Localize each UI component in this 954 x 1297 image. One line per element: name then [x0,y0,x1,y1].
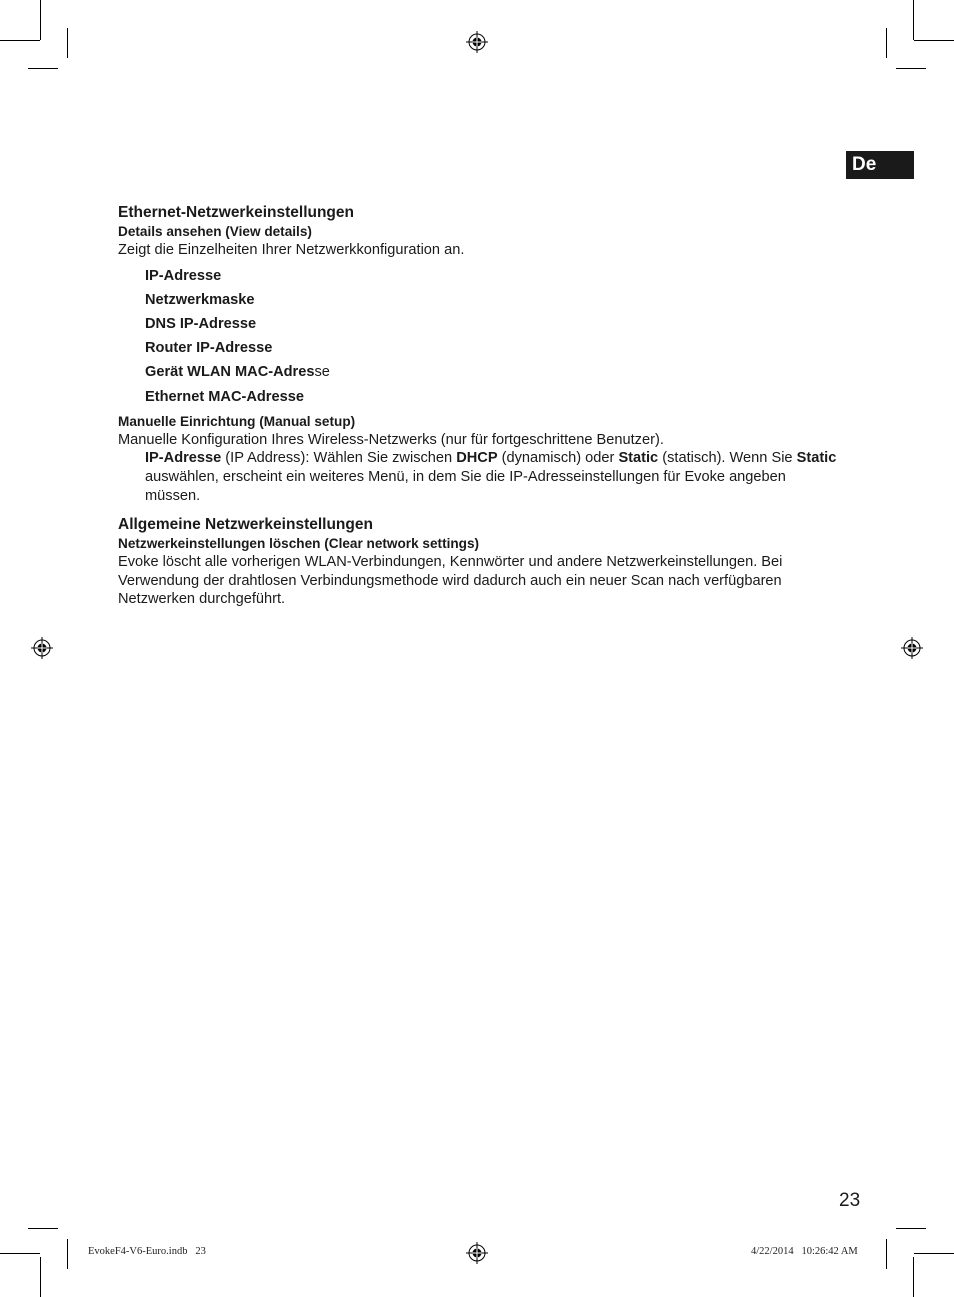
crop-mark [0,1253,40,1254]
list-item: Gerät WLAN MAC-Adresse [145,364,330,381]
list-item: IP-Adresse [145,267,222,284]
list-item: DNS IP-Adresse [145,316,257,332]
crop-mark [28,1228,58,1229]
crop-mark [886,28,887,58]
footer-file: EvokeF4-V6-Euro.indb 23 [88,1246,206,1257]
crop-mark [0,40,40,41]
crop-mark [896,1228,926,1229]
language-tab: De [846,151,914,179]
section-title-ethernet: Ethernet-Netzwerkeinstellungen [118,204,354,221]
list-item: Ethernet MAC-Adresse [145,388,304,405]
crop-mark [67,28,68,58]
crop-mark [896,68,926,69]
crop-mark [913,0,914,40]
section-title-general: Allgemeine Netzwerkeinstellungen [118,516,373,534]
footer-timestamp: 4/22/2014 10:26:42 AM [751,1246,858,1257]
registration-mark-icon [901,637,923,659]
crop-mark [40,1257,41,1297]
registration-mark-icon [466,31,488,53]
list-item: Netzwerkmaske [145,291,255,308]
crop-mark [67,1239,68,1269]
details-text: Zeigt die Einzelheiten Ihrer Netzwerkkonfiguration an. [118,242,465,258]
subheading-manual-setup: Manuelle Einrichtung (Manual setup) [118,413,356,429]
page-number: 23 [839,1190,861,1211]
crop-mark [28,68,58,69]
registration-mark-icon [31,637,53,659]
crop-mark [913,1257,914,1297]
registration-mark-icon [466,1242,488,1264]
clear-network-text: Evoke löscht alle vorherigen WLAN-Verbindungen, Kennwörter und andere Netzwerkeinstellungen. Bei Verwendung der drahtlosen Verbindungsmethode wird dadurch auch ein neuer Scan nach verfügbaren Netzwerken durchgeführt. [118,554,783,608]
page-content [118,203,838,609]
crop-mark [886,1239,887,1269]
details-list [118,264,838,409]
crop-mark [914,1253,954,1254]
subheading-clear-network: Netzwerkeinstellungen löschen (Clear network settings) [118,536,480,552]
subheading-view-details: Details ansehen (View details) [118,224,312,239]
list-item: Router IP-Adresse [145,340,273,357]
manual-setup-text: Manuelle Konfiguration Ihres Wireless-Netzwerks (nur für fortgeschrittene Benutzer). [118,431,664,448]
ip-address-description: IP-Adresse (IP Address): Wählen Sie zwischen DHCP (dynamisch) oder Static (statisch). Wenn Sie Static auswählen, erscheint ein weiteres Menü, in dem Sie die IP-Adresseinstellungen für Evoke angeben müssen. [145,450,837,504]
crop-mark [40,0,41,40]
crop-mark [914,40,954,41]
